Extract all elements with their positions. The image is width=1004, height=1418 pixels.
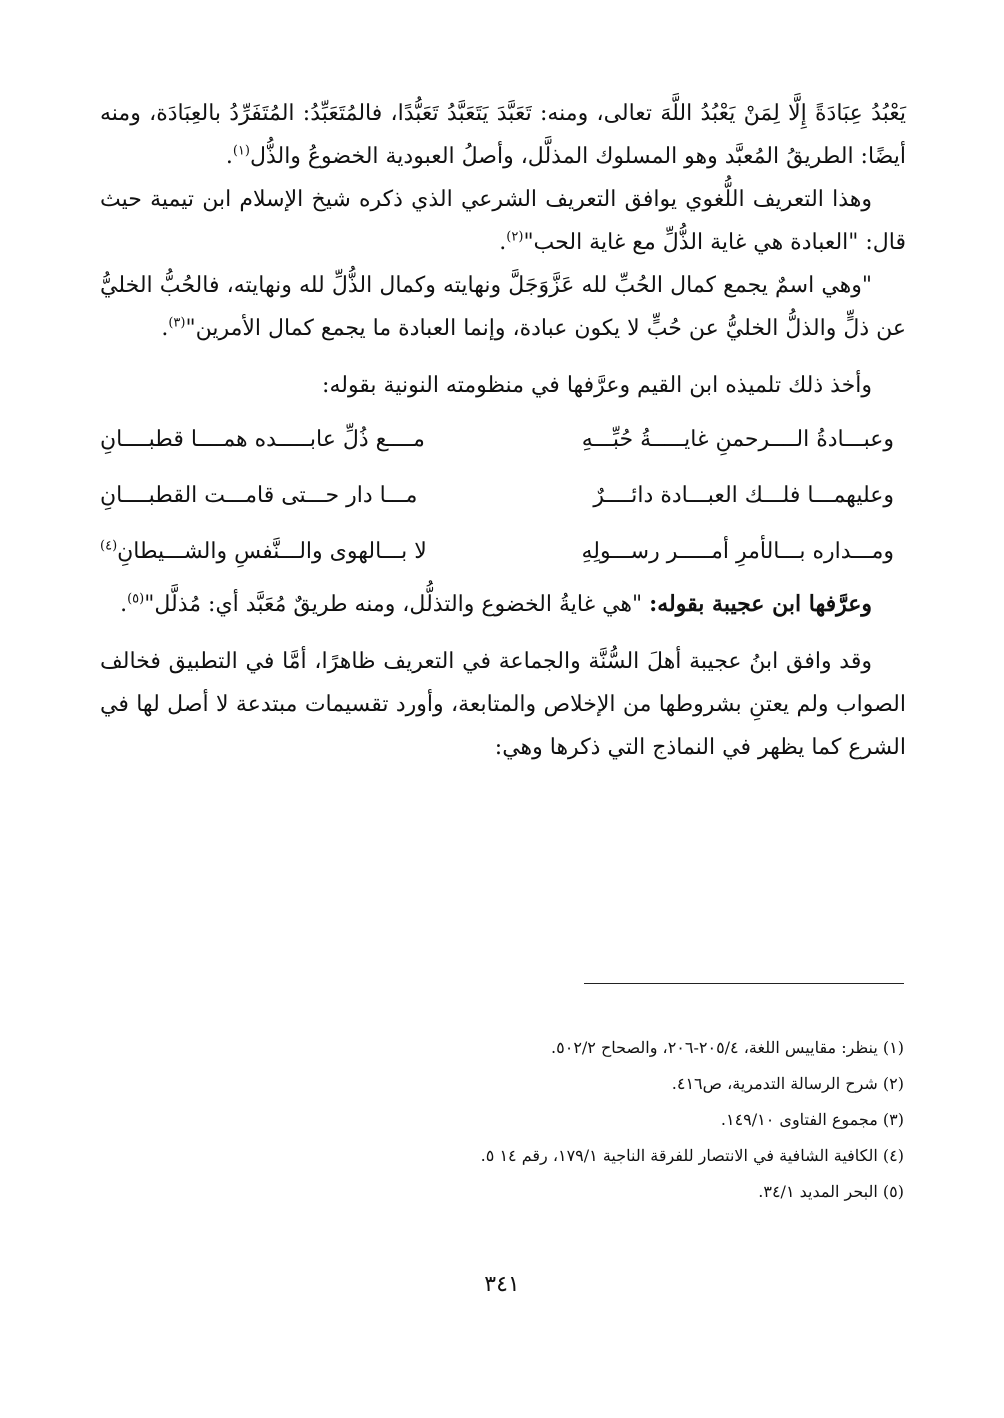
paragraph-6-text: وقد وافق ابنُ عجيبة أهلَ السُّنَّة والجماعة في التعريف ظاهرًا، أمَّا في التطبيق فخالف الصواب ولم يعتنِ بشروطها من الإخلاص والمتابعة، وأورد تقسيمات مبتدعة لا أصل لها في الشرع كما يظهر في النماذج التي ذكرها وهي: bbox=[100, 649, 906, 760]
poem-first-hemistich: وعليهمـــا فلـــك العبـــادة دائــــرٌ bbox=[593, 482, 894, 508]
paragraph-2 bbox=[100, 178, 906, 264]
paragraph-1 bbox=[100, 92, 906, 178]
poem-second-hemistich bbox=[100, 474, 460, 517]
poem bbox=[100, 411, 906, 579]
poem-second-hemistich bbox=[100, 530, 460, 573]
poem-second-text: مــــع ذُلِّ عابـــــده همــــا قطبــــانِ bbox=[100, 426, 425, 452]
paragraph-6 bbox=[100, 640, 906, 769]
paragraph-3-text: "وهي اسمٌ يجمع كمال الحُبِّ لله عَزَّوَجَلَّ ونهايته وكمال الذُّلِّ لله ونهايته، فالحُبُّ الخليُّ عن ذلٍّ والذلُّ الخليُّ عن حُبٍّ لا يكون عبادة، وإنما العبادة ما يجمع كمال الأمرين" bbox=[100, 273, 906, 341]
footnote-3: (٣) مجموع الفتاوى ١٤٩/١٠. bbox=[720, 1110, 904, 1129]
poem-verse bbox=[100, 411, 906, 467]
poem-first-hemistich: ومـــداره بـــالأمرِ أمـــــر رســـولِهِ bbox=[581, 538, 894, 564]
footnote-ref-2[interactable]: (٢) bbox=[506, 229, 524, 245]
footnote-1: (١) ينظر: مقاييس اللغة، ٢٠٥/٤-٢٠٦، والصحاح ٥٠٢/٢. bbox=[551, 1038, 904, 1057]
paragraph-3-end: . bbox=[161, 316, 169, 341]
footnote-ref-5[interactable]: (٥) bbox=[127, 591, 145, 607]
page-number: ٣٤١ bbox=[484, 1272, 520, 1297]
footnote-separator bbox=[584, 983, 904, 984]
poem-second-text: مـــا دار حـــتى قامـــت القطبــــانِ bbox=[100, 482, 418, 508]
paragraph-2-end: . bbox=[499, 230, 507, 255]
footnote-4: (٤) الكافية الشافية في الانتصار للفرقة الناجية ١٧٩/١، رقم ١٤ ٥. bbox=[480, 1146, 904, 1165]
paragraph-5-end: . bbox=[120, 592, 128, 617]
poem-verse bbox=[100, 523, 906, 579]
poem-second-text: لا بـــالهوى والـــنَّفسِ والشـــيطانِ bbox=[117, 538, 427, 564]
paragraph-5-text: "هي غايةُ الخضوع والتذلُّل، ومنه طريقٌ مُعَبَّد أي: مُذلَّل" bbox=[144, 592, 650, 617]
main-text bbox=[100, 92, 906, 769]
footnote-ref-1[interactable]: (١) bbox=[232, 143, 250, 159]
footnote-2: (٢) شرح الرسالة التدمرية، ص٤١٦. bbox=[671, 1074, 904, 1093]
paragraph-1-end: . bbox=[225, 144, 233, 169]
paragraph-4 bbox=[100, 364, 906, 407]
paragraph-3 bbox=[100, 264, 906, 350]
paragraph-5 bbox=[100, 583, 906, 626]
paragraph-2-text: وهذا التعريف اللُّغوي يوافق التعريف الشرعي الذي ذكره شيخ الإسلام ابن تيمية حيث قال: "العبادة هي غاية الذُّلِّ مع غاية الحب" bbox=[100, 187, 906, 255]
footnote-5: (٥) البحر المديد ٣٤/١. bbox=[758, 1182, 904, 1201]
paragraph-1-text: يَعْبُدُ عِبَادَةً إِلَّا لِمَنْ يَعْبُدُ اللَّهَ تعالى، ومنه: تَعَبَّدَ يَتَعَبَّدُ تَعَبُّدًا، فالمُتَعَبِّدُ: المُتَفَرِّدُ بالعِبَادَة، ومنه أيضًا: الطريقُ المُعبَّد وهو المسلوك المذلَّل، وأصلُ العبودية الخضوعُ والذُّل bbox=[100, 101, 906, 169]
footnotes bbox=[98, 1030, 904, 1210]
poem-verse bbox=[100, 467, 906, 523]
paragraph-5-lead: وعرَّفها ابن عجيبة بقوله: bbox=[649, 591, 872, 617]
footnote-ref-3[interactable]: (٣) bbox=[168, 315, 186, 331]
paragraph-4-text: وأخذ ذلك تلميذه ابن القيم وعرَّفها في منظومته النونية بقوله: bbox=[322, 373, 872, 398]
poem-second-hemistich bbox=[100, 418, 460, 461]
footnote-ref-4[interactable]: (٤) bbox=[100, 538, 118, 554]
poem-first-hemistich: وعبـــادةُ الــــرحمنِ غايـــــةُ حُبِّـــهِ bbox=[581, 426, 894, 452]
